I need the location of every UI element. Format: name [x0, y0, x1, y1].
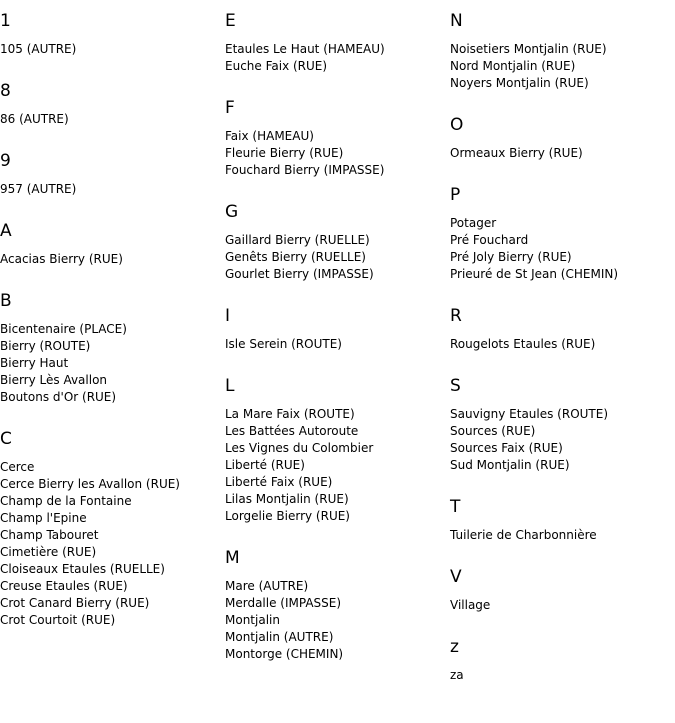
- group-spacer: [0, 406, 220, 428]
- letter-group: [0, 150, 220, 198]
- street-link[interactable]: Acacias Bierry (RUE): [0, 252, 123, 266]
- street-list: [225, 232, 445, 283]
- street-link[interactable]: Champ Tabouret: [0, 528, 99, 542]
- group-spacer: [0, 268, 220, 290]
- group-spacer: [450, 162, 670, 184]
- letter-group: [450, 184, 670, 283]
- letter-heading: 1: [0, 11, 11, 31]
- street-link[interactable]: Cerce Bierry les Avallon (RUE): [0, 477, 180, 491]
- street-list: [225, 128, 445, 179]
- letter-group: [225, 201, 445, 283]
- column-1: [0, 10, 220, 629]
- letter-heading: z: [450, 637, 459, 657]
- street-link[interactable]: Liberté (RUE): [225, 458, 305, 472]
- letter-group: [0, 220, 220, 268]
- street-link[interactable]: Cerce: [0, 460, 35, 474]
- letter-heading: C: [0, 429, 12, 449]
- street-link[interactable]: Genêts Bierry (RUELLE): [225, 250, 366, 264]
- group-spacer: [450, 544, 670, 566]
- street-link[interactable]: Cimetière (RUE): [0, 545, 97, 559]
- street-link[interactable]: Les Battées Autoroute: [225, 424, 359, 438]
- letter-group: [0, 80, 220, 128]
- street-list: [450, 597, 670, 614]
- letter-heading: N: [450, 11, 463, 31]
- street-link[interactable]: 86 (AUTRE): [0, 112, 69, 126]
- street-list: [450, 215, 670, 283]
- street-link[interactable]: Noisetiers Montjalin (RUE): [450, 42, 607, 56]
- letter-group: [450, 375, 670, 474]
- street-list: [0, 251, 220, 268]
- letter-group: [450, 566, 670, 614]
- letter-heading: R: [450, 306, 462, 326]
- street-list: [225, 41, 445, 75]
- street-link[interactable]: Isle Serein (ROUTE): [225, 337, 342, 351]
- group-spacer: [225, 353, 445, 375]
- street-link[interactable]: za: [450, 668, 464, 682]
- street-link[interactable]: Sources (RUE): [450, 424, 536, 438]
- group-spacer: [0, 128, 220, 150]
- group-spacer: [450, 283, 670, 305]
- street-link[interactable]: Lorgelie Bierry (RUE): [225, 509, 350, 523]
- street-link[interactable]: Sauvigny Etaules (ROUTE): [450, 407, 609, 421]
- street-list: [0, 181, 220, 198]
- street-list: [450, 336, 670, 353]
- letter-group: [450, 496, 670, 544]
- street-link[interactable]: Montjalin: [225, 613, 280, 627]
- street-list: [0, 111, 220, 128]
- letter-heading: V: [450, 567, 462, 587]
- street-link[interactable]: Boutons d'Or (RUE): [0, 390, 117, 404]
- letter-heading: 8: [0, 81, 11, 101]
- group-spacer: [450, 92, 670, 114]
- letter-heading: 9: [0, 151, 11, 171]
- street-link[interactable]: Creuse Etaules (RUE): [0, 579, 128, 593]
- street-link[interactable]: Bicentenaire (PLACE): [0, 322, 127, 336]
- street-link[interactable]: Montorge (CHEMIN): [225, 647, 344, 661]
- letter-group: [450, 10, 670, 92]
- street-link[interactable]: Nord Montjalin (RUE): [450, 59, 576, 73]
- letter-heading: S: [450, 376, 461, 396]
- letter-heading: P: [450, 185, 461, 205]
- group-spacer: [225, 75, 445, 97]
- letter-heading: I: [225, 306, 231, 326]
- street-link[interactable]: Champ l'Epine: [0, 511, 87, 525]
- street-link[interactable]: La Mare Faix (ROUTE): [225, 407, 355, 421]
- street-link[interactable]: 105 (AUTRE): [0, 42, 77, 56]
- group-spacer: [225, 525, 445, 547]
- street-list: [0, 459, 220, 629]
- group-spacer: [225, 179, 445, 201]
- street-link[interactable]: Sud Montjalin (RUE): [450, 458, 570, 472]
- street-link[interactable]: Bierry Haut: [0, 356, 69, 370]
- letter-group: [450, 636, 670, 684]
- letter-group: [450, 114, 670, 162]
- column-2: [225, 10, 445, 663]
- letter-heading: E: [225, 11, 236, 31]
- street-link[interactable]: Gaillard Bierry (RUELLE): [225, 233, 370, 247]
- letter-group: [0, 428, 220, 629]
- street-link[interactable]: Crot Canard Bierry (RUE): [0, 596, 150, 610]
- street-list: [450, 667, 670, 684]
- street-link[interactable]: Bierry Lès Avallon: [0, 373, 108, 387]
- street-link[interactable]: Cloiseaux Etaules (RUELLE): [0, 562, 165, 576]
- street-list: [0, 321, 220, 406]
- letter-group: [225, 10, 445, 75]
- letter-group: [225, 97, 445, 179]
- street-list: [225, 336, 445, 353]
- street-list: [0, 41, 220, 58]
- letter-group: [0, 290, 220, 406]
- letter-heading: B: [0, 291, 12, 311]
- street-link[interactable]: Gourlet Bierry (IMPASSE): [225, 267, 374, 281]
- group-spacer: [450, 474, 670, 496]
- street-list: [450, 527, 670, 544]
- street-link[interactable]: Ormeaux Bierry (RUE): [450, 146, 583, 160]
- street-link[interactable]: Champ de la Fontaine: [0, 494, 132, 508]
- street-link[interactable]: Potager: [450, 216, 497, 230]
- street-list: [450, 406, 670, 474]
- street-link[interactable]: Prieuré de St Jean (CHEMIN): [450, 267, 619, 281]
- street-link[interactable]: Euche Faix (RUE): [225, 59, 328, 73]
- street-list: [225, 578, 445, 663]
- group-spacer: [450, 614, 670, 636]
- street-link[interactable]: Pré Joly Bierry (RUE): [450, 250, 572, 264]
- letter-group: [450, 305, 670, 353]
- street-link[interactable]: Faix (HAMEAU): [225, 129, 314, 143]
- street-link[interactable]: Liberté Faix (RUE): [225, 475, 333, 489]
- letter-heading: M: [225, 548, 240, 568]
- street-link[interactable]: Les Vignes du Colombier: [225, 441, 374, 455]
- street-link[interactable]: Village: [450, 598, 491, 612]
- column-3: [450, 10, 670, 684]
- letter-group: [225, 305, 445, 353]
- letter-group: [225, 547, 445, 663]
- street-link[interactable]: Tuilerie de Charbonnière: [450, 528, 597, 542]
- letter-heading: A: [0, 221, 12, 241]
- street-link[interactable]: Noyers Montjalin (RUE): [450, 76, 589, 90]
- street-list: [450, 41, 670, 92]
- street-link[interactable]: Mare (AUTRE): [225, 579, 309, 593]
- letter-heading: G: [225, 202, 239, 222]
- street-link[interactable]: Bierry (ROUTE): [0, 339, 91, 353]
- street-link[interactable]: Rougelots Etaules (RUE): [450, 337, 596, 351]
- letter-group: [225, 375, 445, 525]
- group-spacer: [450, 353, 670, 375]
- street-link[interactable]: Lilas Montjalin (RUE): [225, 492, 349, 506]
- group-spacer: [0, 198, 220, 220]
- street-link[interactable]: Fleurie Bierry (RUE): [225, 146, 344, 160]
- street-link[interactable]: Pré Fouchard: [450, 233, 529, 247]
- street-link[interactable]: Fouchard Bierry (IMPASSE): [225, 163, 385, 177]
- street-link[interactable]: Crot Courtoit (RUE): [0, 613, 116, 627]
- street-list: [225, 406, 445, 525]
- street-link[interactable]: Etaules Le Haut (HAMEAU): [225, 42, 385, 56]
- street-list: [450, 145, 670, 162]
- street-link[interactable]: Sources Faix (RUE): [450, 441, 563, 455]
- letter-heading: F: [225, 98, 235, 118]
- street-link[interactable]: Montjalin (AUTRE): [225, 630, 334, 644]
- street-link[interactable]: 957 (AUTRE): [0, 182, 77, 196]
- street-link[interactable]: Merdalle (IMPASSE): [225, 596, 342, 610]
- letter-heading: T: [450, 497, 461, 517]
- group-spacer: [0, 58, 220, 80]
- letter-heading: L: [225, 376, 235, 396]
- group-spacer: [225, 283, 445, 305]
- letter-heading: O: [450, 115, 464, 135]
- letter-group: [0, 10, 220, 58]
